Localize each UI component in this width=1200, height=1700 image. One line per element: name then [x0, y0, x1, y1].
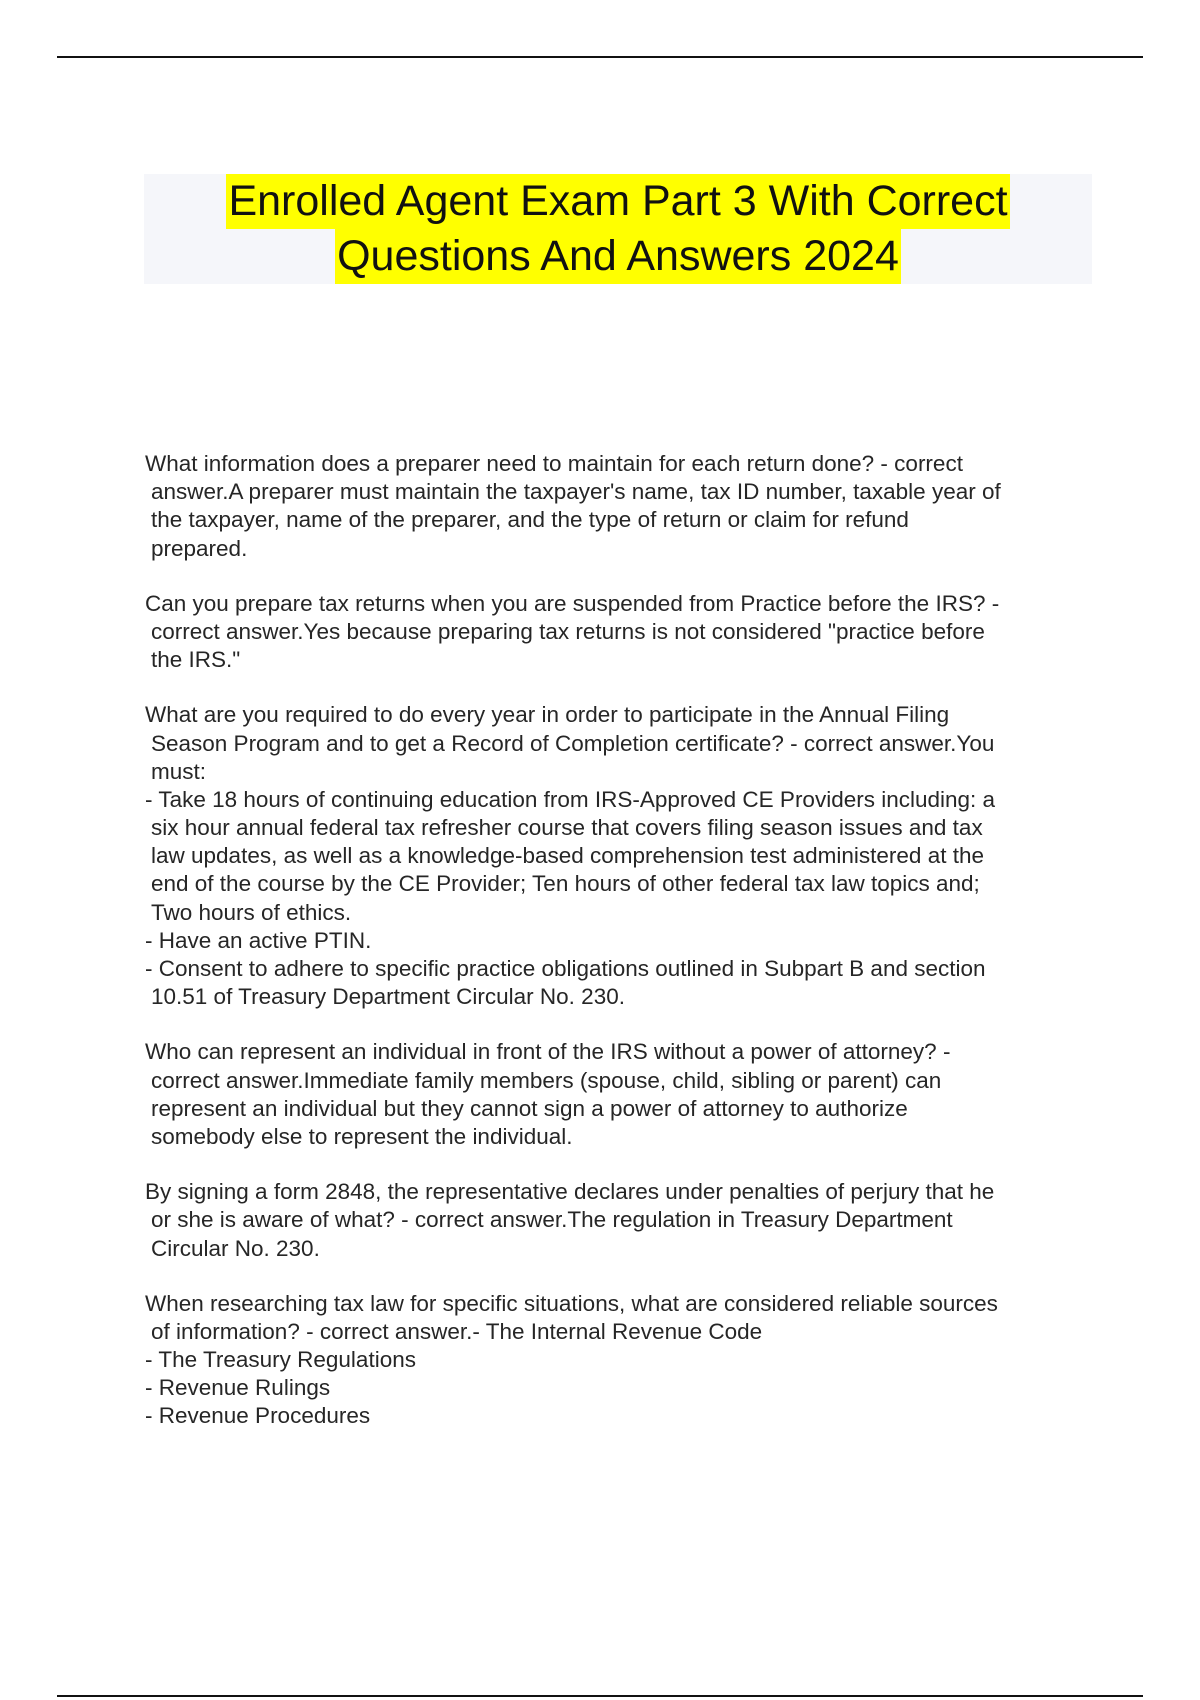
qa-line: somebody else to represent the individual.	[151, 1123, 573, 1149]
qa-line: correct answer.Immediate family members (spouse, child, sibling or parent) can	[151, 1067, 942, 1093]
qa-content	[145, 450, 1095, 1458]
title-line-2: Questions And Answers 2024	[335, 229, 901, 284]
qa-line: Two hours of ethics.	[151, 899, 352, 925]
qa-block	[145, 590, 1095, 675]
qa-line: Season Program and to get a Record of Completion certificate? - correct answer.You	[151, 730, 995, 756]
qa-block	[145, 1178, 1095, 1263]
qa-block	[145, 1038, 1095, 1151]
qa-line: must:	[151, 758, 207, 784]
qa-line: What are you required to do every year in order to participate in the Annual Filing	[145, 702, 950, 728]
qa-line: represent an individual but they cannot sign a power of attorney to authorize	[151, 1095, 908, 1121]
qa-block	[145, 701, 1095, 1011]
qa-line: the IRS."	[151, 647, 241, 673]
qa-line: end of the course by the CE Provider; Ten hours of other federal tax law topics and;	[151, 871, 980, 897]
qa-line: Circular No. 230.	[151, 1235, 320, 1261]
qa-line: - Revenue Rulings	[145, 1375, 331, 1401]
qa-line: law updates, as well as a knowledge-based comprehension test administered at the	[151, 843, 984, 869]
qa-line: - The Treasury Regulations	[145, 1347, 416, 1373]
top-rule	[57, 56, 1143, 58]
qa-line: - Have an active PTIN.	[145, 927, 372, 953]
qa-line: By signing a form 2848, the representative declares under penalties of perjury that he	[145, 1179, 995, 1205]
qa-line: - Revenue Procedures	[145, 1403, 371, 1429]
bottom-rule	[57, 1695, 1143, 1697]
qa-line: of information? - correct answer.- The Internal Revenue Code	[151, 1318, 763, 1344]
qa-line: the taxpayer, name of the preparer, and the type of return or claim for refund	[151, 507, 909, 533]
qa-block	[145, 1290, 1095, 1431]
qa-line: or she is aware of what? - correct answer.The regulation in Treasury Department	[151, 1207, 953, 1233]
qa-line: - Consent to adhere to specific practice obligations outlined in Subpart B and section	[145, 956, 986, 981]
qa-line: six hour annual federal tax refresher course that covers filing season issues and tax	[151, 815, 983, 841]
qa-line: When researching tax law for specific situations, what are considered reliable sources	[145, 1290, 998, 1316]
qa-line: - Take 18 hours of continuing education from IRS-Approved CE Providers including: a	[145, 786, 996, 812]
qa-block	[145, 450, 1095, 563]
qa-line: Who can represent an individual in front of the IRS without a power of attorney? -	[145, 1039, 951, 1065]
qa-line: Can you prepare tax returns when you are suspended from Practice before the IRS? -	[145, 590, 1000, 616]
qa-line: 10.51 of Treasury Department Circular No. 230.	[151, 984, 625, 1010]
document-title	[144, 174, 1092, 284]
qa-line: What information does a preparer need to maintain for each return done? - correct	[145, 451, 963, 476]
qa-line: answer.A preparer must maintain the taxpayer's name, tax ID number, taxable year of	[151, 479, 1001, 505]
title-line-1: Enrolled Agent Exam Part 3 With Correct	[226, 174, 1009, 229]
qa-line: correct answer.Yes because preparing tax returns is not considered "practice before	[151, 618, 985, 644]
qa-line: prepared.	[151, 535, 248, 561]
